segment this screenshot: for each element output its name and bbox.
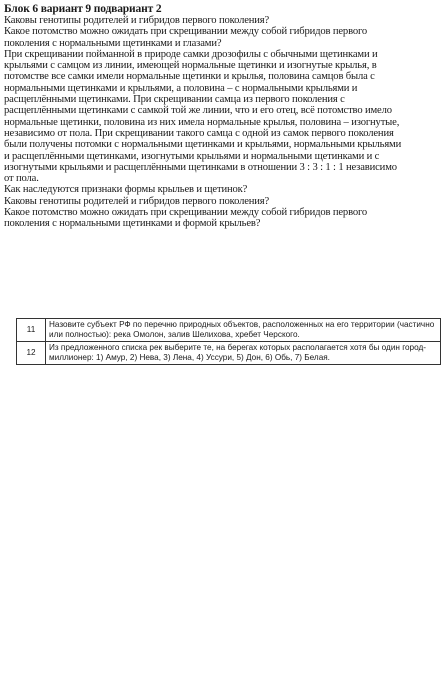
table-row [17,342,441,365]
text-line: нормальными щетинками и крыльями, а половина – с нормальными крыльями и [4,82,358,94]
text-line: Каковы генотипы родителей и гибридов первого поколения? [4,15,270,26]
text-line: независимо от пола. При скрещивании такого самца с одной из самок первого поколения [4,127,394,139]
question-text [46,319,441,342]
question-number: 12 [17,342,46,365]
text-line: нормальные щетинки, половина из них имела нормальные крылья, половина – изогнутые, [4,116,400,128]
text-line: были получены потомки с нормальными щетинками и крыльями, нормальными крыльями [4,139,402,151]
question-line: миллионер: 1) Амур, 2) Нева, 3) Лена, 4) Уссури, 5) Дон, 6) Обь, 7) Белая. [49,353,330,362]
text-line: и расщеплёнными щетинками, изогнутыми крыльями и нормальными щетинками и с [4,150,380,162]
text-line: Как наследуются признаки формы крыльев и щетинок? [4,184,248,196]
questions-table [16,318,441,365]
text-line: расщеплёнными щетинками с самкой той же линии, что и его отец, всё потомство имело [4,105,392,117]
question-line: Из предложенного списка рек выберите те, на берегах которых располагается хотя бы один город- [49,343,426,352]
question-text [46,342,441,365]
table-row [17,319,441,342]
text-line: поколения с нормальными щетинками и глазами? [4,37,222,49]
question-number: 11 [17,319,46,342]
text-line: Какое потомство можно ожидать при скрещивании между собой гибридов первого [4,207,368,219]
text-line: крыльями с самцом из линии, имеющей нормальные щетинки и изогнутые крылья, в [4,60,377,72]
text-line: расщеплёнными щетинками. При скрещивании самца из первого поколения с [4,94,345,106]
text-line: от пола. [4,173,39,185]
text-line: потомстве все самки имели нормальные щетинки и крылья, половина самцов была с [4,71,375,83]
text-block [4,3,440,230]
question-line: или полностью): река Омолон, залив Шелихова, хребет Черского. [49,330,300,339]
question-line: Назовите субъект РФ по перечню природных объектов, расположенных на его территории (частично [49,320,435,329]
text-line: Каковы генотипы родителей и гибридов первого поколения? [4,195,270,207]
text-line: изогнутыми крыльями и расщеплёнными щетинками в отношении 3 : 3 : 1 : 1 независимо [4,161,397,173]
text-line: Какое потомство можно ожидать при скрещивании между собой гибридов первого [4,26,368,38]
text-line: поколения с нормальными щетинками и формой крыльев? [4,218,261,230]
text-line: При скрещивании пойманной в природе самки дрозофилы с обычными щетинками и [4,48,378,60]
document-title: Блок 6 вариант 9 подвариант 2 [4,3,162,15]
